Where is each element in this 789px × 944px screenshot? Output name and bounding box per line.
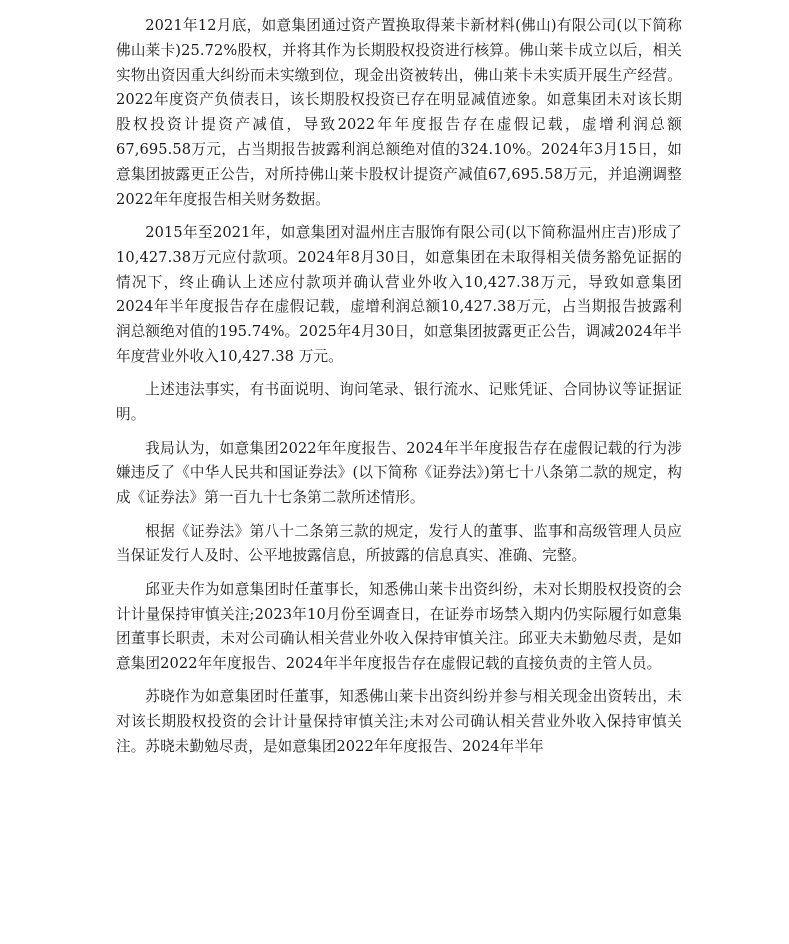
paragraph-wenzhou-zhuangji: 2015年至2021年，如意集团对温州庄吉服饰有限公司(以下简称温州庄吉)形成了10,427.38万元应付款项。2024年8月30日，如意集团在未取得相关债务豁免证据的情况下，终止确认上述应付款项并确认营业外收入10,427.38万元，导致如意集团2024年半年度报告存在虚假记载，虚增利润总额10,427.38万元，占当期报告披露利润总额绝对值的195.74%。2025年4月30日，如意集团披露更正公告，调减2024年半年度营业外收入10,427.38 万元。 <box>116 223 682 365</box>
paragraph-su-xiao: 苏晓作为如意集团时任董事，知悉佛山莱卡出资纠纷并参与相关现金出资转出，未对该长期股权投资的会计计量保持审慎关注;未对公司确认相关营业外收入保持审慎关注。苏晓未勤勉尽责，是如意集团2022年年度报告、2024年半年 <box>116 688 682 756</box>
paragraph-foshan-laika: 2021年12月底，如意集团通过资产置换取得莱卡新材料(佛山)有限公司(以下简称佛山莱卡)25.72%股权，并将其作为长期股权投资进行核算。佛山莱卡成立以后，相关实物出资因重大纠纷而未实缴到位，现金出资被转出，佛山莱卡未实质开展生产经营。2022年度资产负债表日，该长期股权投资已存在明显减值迹象。如意集团未对该长期股权投资计提资产减值，导致2022年年度报告存在虚假记载，虚增利润总额67,695.58万元，占当期报告披露利润总额绝对值的324.10%。2024年3月15日，如意集团披露更正公告，对所持佛山莱卡股权计提资产减值67,695.58万元，并追溯调整2022年年度报告相关财务数据。 <box>116 17 682 208</box>
paragraph-legal-basis: 根据《证券法》第八十二条第三款的规定，发行人的董事、监事和高级管理人员应当保证发行人及时、公平地披露信息，所披露的信息真实、准确、完整。 <box>116 522 682 565</box>
paragraph-qiu-yafu: 邱亚夫作为如意集团时任董事长，知悉佛山莱卡出资纠纷，未对长期股权投资的会计计量保持审慎关注;2023年10月份至调查日，在证券市场禁入期内仍实际履行如意集团董事长职责，未对公司确认相关营业外收入保持审慎关注。邱亚夫未勤勉尽责，是如意集团2022年年度报告、2024年半年度报告存在虚假记载的直接负责的主管人员。 <box>116 580 682 673</box>
document-body <box>116 14 682 768</box>
paragraph-bureau-opinion: 我局认为，如意集团2022年年度报告、2024年半年度报告存在虚假记载的行为涉嫌违反了《中华人民共和国证券法》(以下简称《证券法》)第七十八条第二款的规定，构成《证券法》第一百九十七条第二款所述情形。 <box>116 439 682 507</box>
paragraph-evidence: 上述违法事实，有书面说明、询问笔录、银行流水、记账凭证、合同协议等证据证明。 <box>116 381 682 424</box>
